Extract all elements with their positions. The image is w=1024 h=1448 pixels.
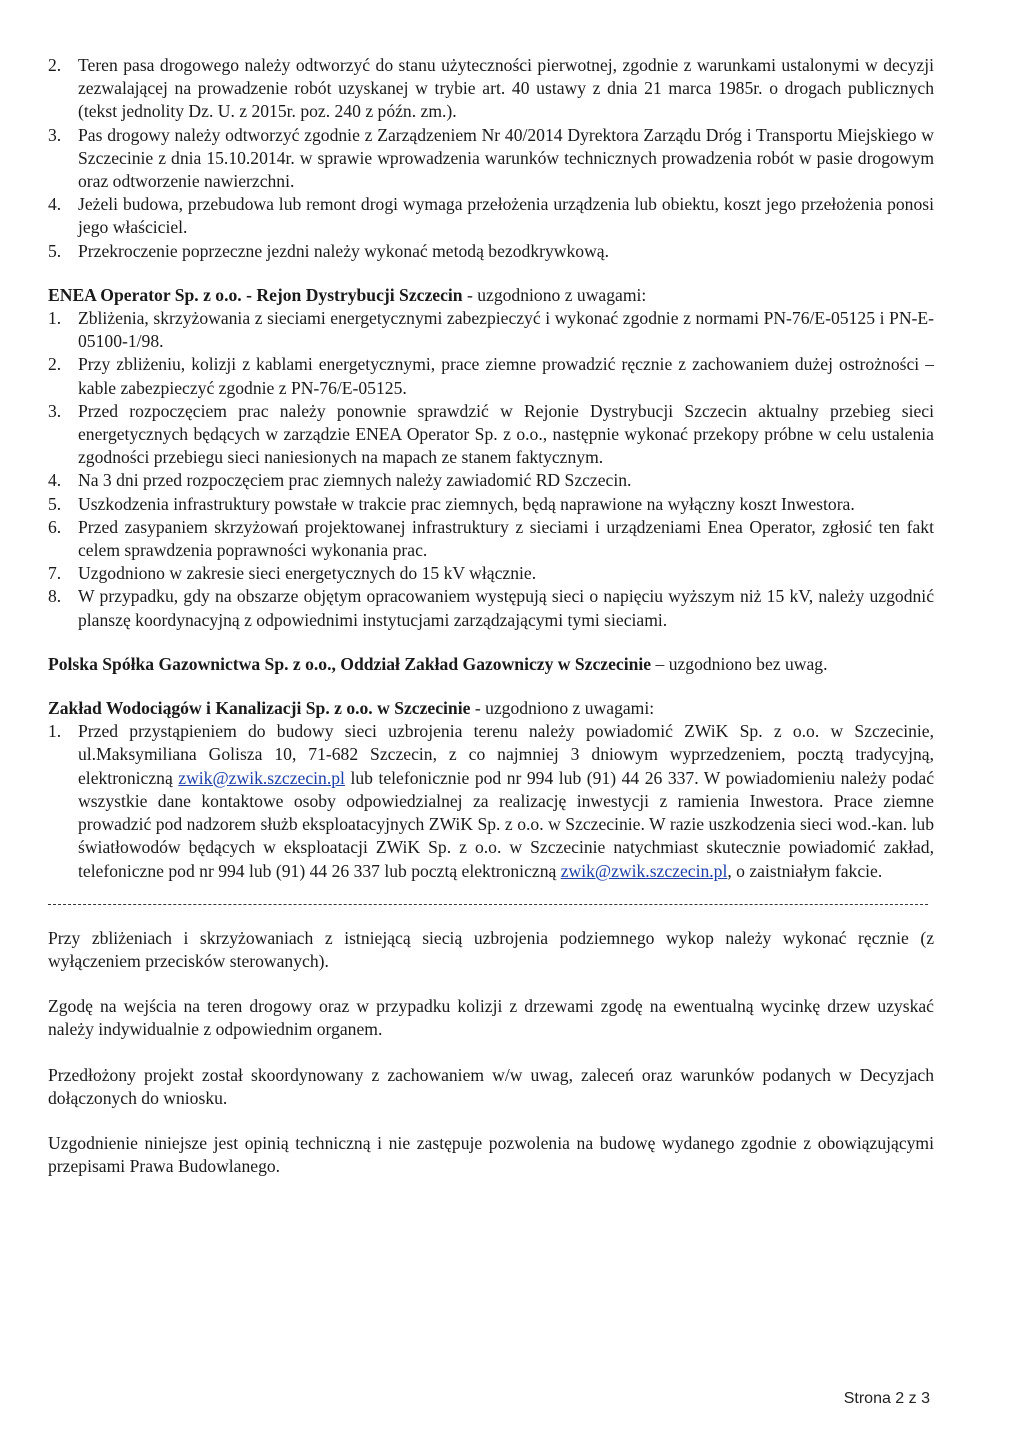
- list-item: 2. Teren pasa drogowego należy odtworzyć do stanu użyteczności pierwotnej, zgodnie z warunkami ustalonymi w decyzji zezwalającej na prowadzenie robót uzyskanej w trybie art. 40 ustawy z dnia 21 marca 1985r. o drogach publicznych (tekst jednolity Dz. U. z 2015r. poz. 240 z późn. zm.).: [48, 55, 934, 122]
- enea-name: ENEA Operator Sp. z o.o. - Rejon Dystrybucji Szczecin: [48, 284, 463, 305]
- list-item: 5. Uszkodzenia infrastruktury powstałe w trakcie prac ziemnych, będą naprawione na wyłączny koszt Inwestora.: [48, 493, 855, 514]
- psg-name: Polska Spółka Gazownictwa Sp. z o.o., Oddział Zakład Gazowniczy w Szczecinie: [48, 653, 652, 674]
- enea-conditions-list: [48, 307, 934, 632]
- road-conditions-list: [48, 54, 934, 263]
- list-item: 1. Zbliżenia, skrzyżowania z sieciami energetycznymi zabezpieczyć i wykonać zgodnie z normami PN-76/E-05125 i PN-E-05100-1/98.: [48, 308, 934, 352]
- dashed-divider: [48, 904, 928, 905]
- enea-status: - uzgodniono z uwagami:: [462, 284, 647, 305]
- document-content: [48, 54, 934, 1178]
- list-item: 3. Przed rozpoczęciem prac należy ponownie sprawdzić w Rejonie Dystrybucji Szczecin aktualny przebieg sieci energetycznych będących w zarządzie ENEA Operator Sp. z o.o., następnie wykonać przekopy próbne w celu ustalenia zgodności przebiegu sieci naniesionych na mapach ze stanem faktycznym.: [48, 400, 934, 468]
- zwik-status: - uzgodniono z uwagami:: [470, 698, 655, 719]
- psg-status: – uzgodniono bez uwag.: [651, 653, 828, 674]
- list-item: 7. Uzgodniono w zakresie sieci energetycznych do 15 kV włącznie.: [48, 563, 537, 584]
- zwik-email-link[interactable]: zwik@zwik.szczecin.pl: [560, 860, 728, 881]
- list-item: 1. Przed przystąpieniem do budowy sieci uzbrojenia terenu należy powiadomić ZWiK Sp. z o.o. w Szczecinie, ul.Maksymiliana Golisza 10, 71-682 Szczecin, z co najmniej 3 dniowym wyprzedzeniem, pocztą tradycyjną, elektroniczną zwik@zwik.szczecin.pl lub telefonicznie pod nr 994 lub (91) 44 26 337. W powiadomieniu należy podać wszystkie dane kontaktowe osoby odpowiedzialnej za realizację inwestycji z ramienia Inwestora. Prace ziemne prowadzić pod nadzorem służb eksploatacyjnych ZWiK Sp. z o.o. w Szczecinie. W razie uszkodzenia sieci wod.-kan. lub światłowodów będących w eksploatacji ZWiK Sp. z o.o. w Szczecinie natychmiast skutecznie powiadomić zakład, telefoniczne pod nr 994 lub (91) 44 26 337 lub pocztą elektroniczną zwik@zwik.szczecin.pl, o zaistniałym fakcie.: [48, 721, 934, 881]
- enea-section: [48, 284, 934, 632]
- list-item: 8. W przypadku, gdy na obszarze objętym opracowaniem występują sieci o napięciu wyższym niż 15 kV, należy uzgodnić planszę koordynacyjną z odpowiednimi instytucjami zarządzającymi tymi sieciami.: [48, 586, 934, 630]
- zwik-email-link[interactable]: zwik@zwik.szczecin.pl: [178, 767, 345, 788]
- zwik-heading: [48, 697, 934, 720]
- zwik-name: Zakład Wodociągów i Kanalizacji Sp. z o.o. w Szczecinie: [48, 698, 471, 719]
- paragraph: Zgodę na wejścia na teren drogowy oraz w przypadku kolizji z drzewami zgodę na ewentualną wycinkę drzew uzyskać należy indywidualnie z odpowiednim organem.: [48, 996, 934, 1040]
- paragraph: Uzgodnienie niniejsze jest opinią techniczną i nie zastępuje pozwolenia na budowę wydanego zgodnie z obowiązującymi przepisami Prawa Budowlanego.: [48, 1132, 934, 1177]
- psg-section: [48, 653, 934, 676]
- list-item: 3. Pas drogowy należy odtworzyć zgodnie z Zarządzeniem Nr 40/2014 Dyrektora Zarządu Dróg i Transportu Miejskiego w Szczecinie z dnia 15.10.2014r. w sprawie wprowadzenia warunków technicznych prowadzenia robót w pasie drogowym oraz odtworzenie nawierzchni.: [48, 124, 934, 192]
- paragraph: Przedłożony projekt został skoordynowany z zachowaniem w/w uwag, zaleceń oraz warunków podanych w Decyzjach dołączonych do wniosku.: [48, 1064, 934, 1108]
- paragraph: Przy zbliżeniach i skrzyżowaniach z istniejącą siecią uzbrojenia podziemnego wykop należy wykonać ręcznie (z wyłączeniem przecisków sterowanych).: [48, 927, 934, 971]
- enea-heading: [48, 284, 934, 307]
- psg-heading: [48, 653, 934, 676]
- list-item: 2. Przy zbliżeniu, kolizji z kablami energetycznymi, prace ziemne prowadzić ręcznie z zachowaniem dużej ostrożności – kable zabezpieczyć zgodnie z PN-76/E-05125.: [48, 354, 934, 398]
- list-item: 4. Jeżeli budowa, przebudowa lub remont drogi wymaga przełożenia urządzenia lub obiektu, koszt jego przełożenia ponosi jego właściciel.: [48, 194, 934, 238]
- list-item: 6. Przed zasypaniem skrzyżowań projektowanej infrastruktury z sieciami i urządzeniami Enea Operator, zgłosić ten fakt celem sprawdzenia poprawności wykonania prac.: [48, 516, 934, 561]
- page-number: Strona 2 z 3: [843, 1390, 930, 1407]
- zwik-conditions-list: [48, 720, 934, 882]
- zwik-section: [48, 697, 934, 883]
- list-item: 5. Przekroczenie poprzeczne jezdni należy wykonać metodą bezodkrywkową.: [48, 240, 609, 261]
- list-item: 4. Na 3 dni przed rozpoczęciem prac ziemnych należy zawiadomić RD Szczecin.: [48, 470, 632, 491]
